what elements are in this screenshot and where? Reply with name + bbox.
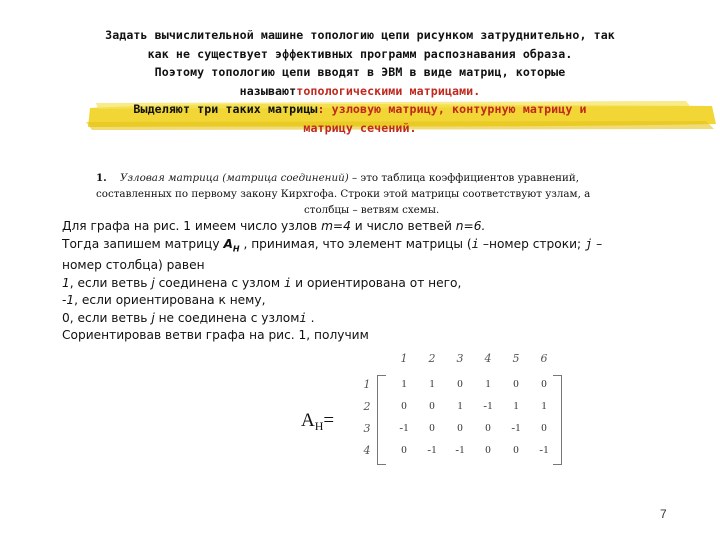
matrix-column-header: 3 [456,352,464,365]
matrix-equals: = [323,410,335,431]
matrix-column-header: 1 [400,352,408,365]
matrix-cell: 0 [401,400,407,412]
node-matrix-definition [96,170,676,218]
definition-text-1: – это таблица коэффициентов уравнений, [348,172,580,184]
index-i: i [283,275,292,290]
matrix-cell: 0 [457,378,463,390]
body-text-span: соединена с узлом [154,275,284,290]
body-text-span: - [62,293,67,308]
body-text-span: , принимая, что элемент матрицы ( [239,236,472,251]
index-i: i [299,310,307,325]
matrix-cell: 1 [541,400,547,412]
matrix-cell: 0 [513,444,519,456]
body-line-6 [62,310,702,328]
matrix-cell: 1 [429,378,435,390]
matrix-cell: 0 [457,422,463,434]
definition-term: Узловая матрица (матрица соединений) [120,172,349,184]
body-text-span: Для графа на рис. 1 имеем число узлов [62,219,322,233]
body-line-5 [62,292,702,310]
matrix-cell: -1 [511,422,521,434]
definition-line-1 [96,170,676,186]
intro-line-3: Поэтому топологию цепи вводят в ЭВМ в виде матриц, которые [154,65,566,79]
matrix-cell: -1 [539,444,549,456]
matrix-cell: 1 [457,400,463,412]
matrix-symbol-sub: H [232,243,240,253]
value-one: 1 [66,293,75,308]
definition-number: 1. [96,172,107,184]
matrix-row-header: 2 [363,400,371,413]
matrix-cell: 0 [485,422,491,434]
matrix-cell: 0 [429,422,435,434]
body-line-4 [62,275,702,293]
matrix-types-list: : узловую матрицу, контурную матрицу и [317,102,587,116]
intro-line-2: как не существует эффективных программ распознавания образа. [147,46,573,61]
topological-matrices-term: топологическими матрицами. [296,83,481,98]
matrix-cell: 0 [513,378,519,390]
matrix-cell: 0 [541,378,547,390]
body-text [62,218,702,345]
index-i: i [471,236,480,251]
body-text-span: . [306,310,315,325]
definition-line-2: составленных по первому закону Кирхгофа. Строки этой матрицы соответствуют узлам, а [96,188,591,200]
matrix-left-bracket [377,375,386,465]
matrix-cell: 1 [401,378,407,390]
body-text-span: – [592,236,603,251]
body-line-3: номер столбца) равен [62,258,205,273]
intro-line-1: Задать вычислительной машине топологию цепи рисунком затруднительно, так [105,28,615,42]
matrix-row-header: 4 [363,444,371,457]
matrix-label-sub: H [314,419,324,433]
matrix-column-header: 4 [484,352,492,365]
matrix-column-header: 6 [540,352,548,365]
matrix-cell: -1 [483,400,493,412]
page-number: 7 [660,507,667,521]
matrix-cell: -1 [427,444,437,456]
matrix-cell: 0 [401,444,407,456]
matrix-cell: 0 [429,400,435,412]
matrix-cell: 1 [513,400,519,412]
matrix-row-header: 1 [363,378,371,391]
matrix-label-letter: A [301,410,315,431]
matrix-right-bracket [553,375,562,465]
matrix-label [301,410,334,434]
matrix-cell: 1 [485,378,491,390]
matrix-row-header: 3 [363,422,371,435]
matrix-symbol: A [223,236,233,251]
intro-line-5 [0,100,720,119]
body-text-span: и ориентирована от него, [291,275,462,290]
intro-line-4-start: называют [239,83,297,98]
intro-line-6: матрицу сечений. [303,120,417,135]
matrix-cell: -1 [455,444,465,456]
body-text-span: , если ветвь [69,275,152,290]
index-j: j [584,236,593,251]
body-line-2 [62,236,702,258]
body-text-span: не соединена с узлом [154,310,300,325]
matrix-column-header: 2 [428,352,436,365]
body-text-span: 0, если ветвь [62,310,152,325]
matrix-cell: 0 [541,422,547,434]
index-j: j [151,310,155,325]
matrix-column-header: 5 [512,352,520,365]
matrix-cell: -1 [399,422,409,434]
definition-line-3: столбцы – ветвям схемы. [304,204,440,216]
matrix-cell: 0 [485,444,491,456]
index-j: j [151,275,155,290]
intro-line-5-start: Выделяют три таких матрицы [133,102,318,116]
body-text-span: , если ориентирована к нему, [74,293,266,308]
body-text-span: Тогда запишем матрицу [62,236,224,251]
body-text-span: –номер строки; [479,236,585,251]
branch-count: n=6. [455,219,486,233]
node-count: m=4 [321,219,351,233]
body-line-1 [62,218,702,236]
value-one: 1 [62,275,70,290]
body-line-7: Сориентировав ветви графа на рис. 1, получим [62,328,369,343]
intro-line-4 [0,82,720,101]
intro-paragraph [0,26,720,137]
body-text-span: и число ветвей [350,219,456,233]
